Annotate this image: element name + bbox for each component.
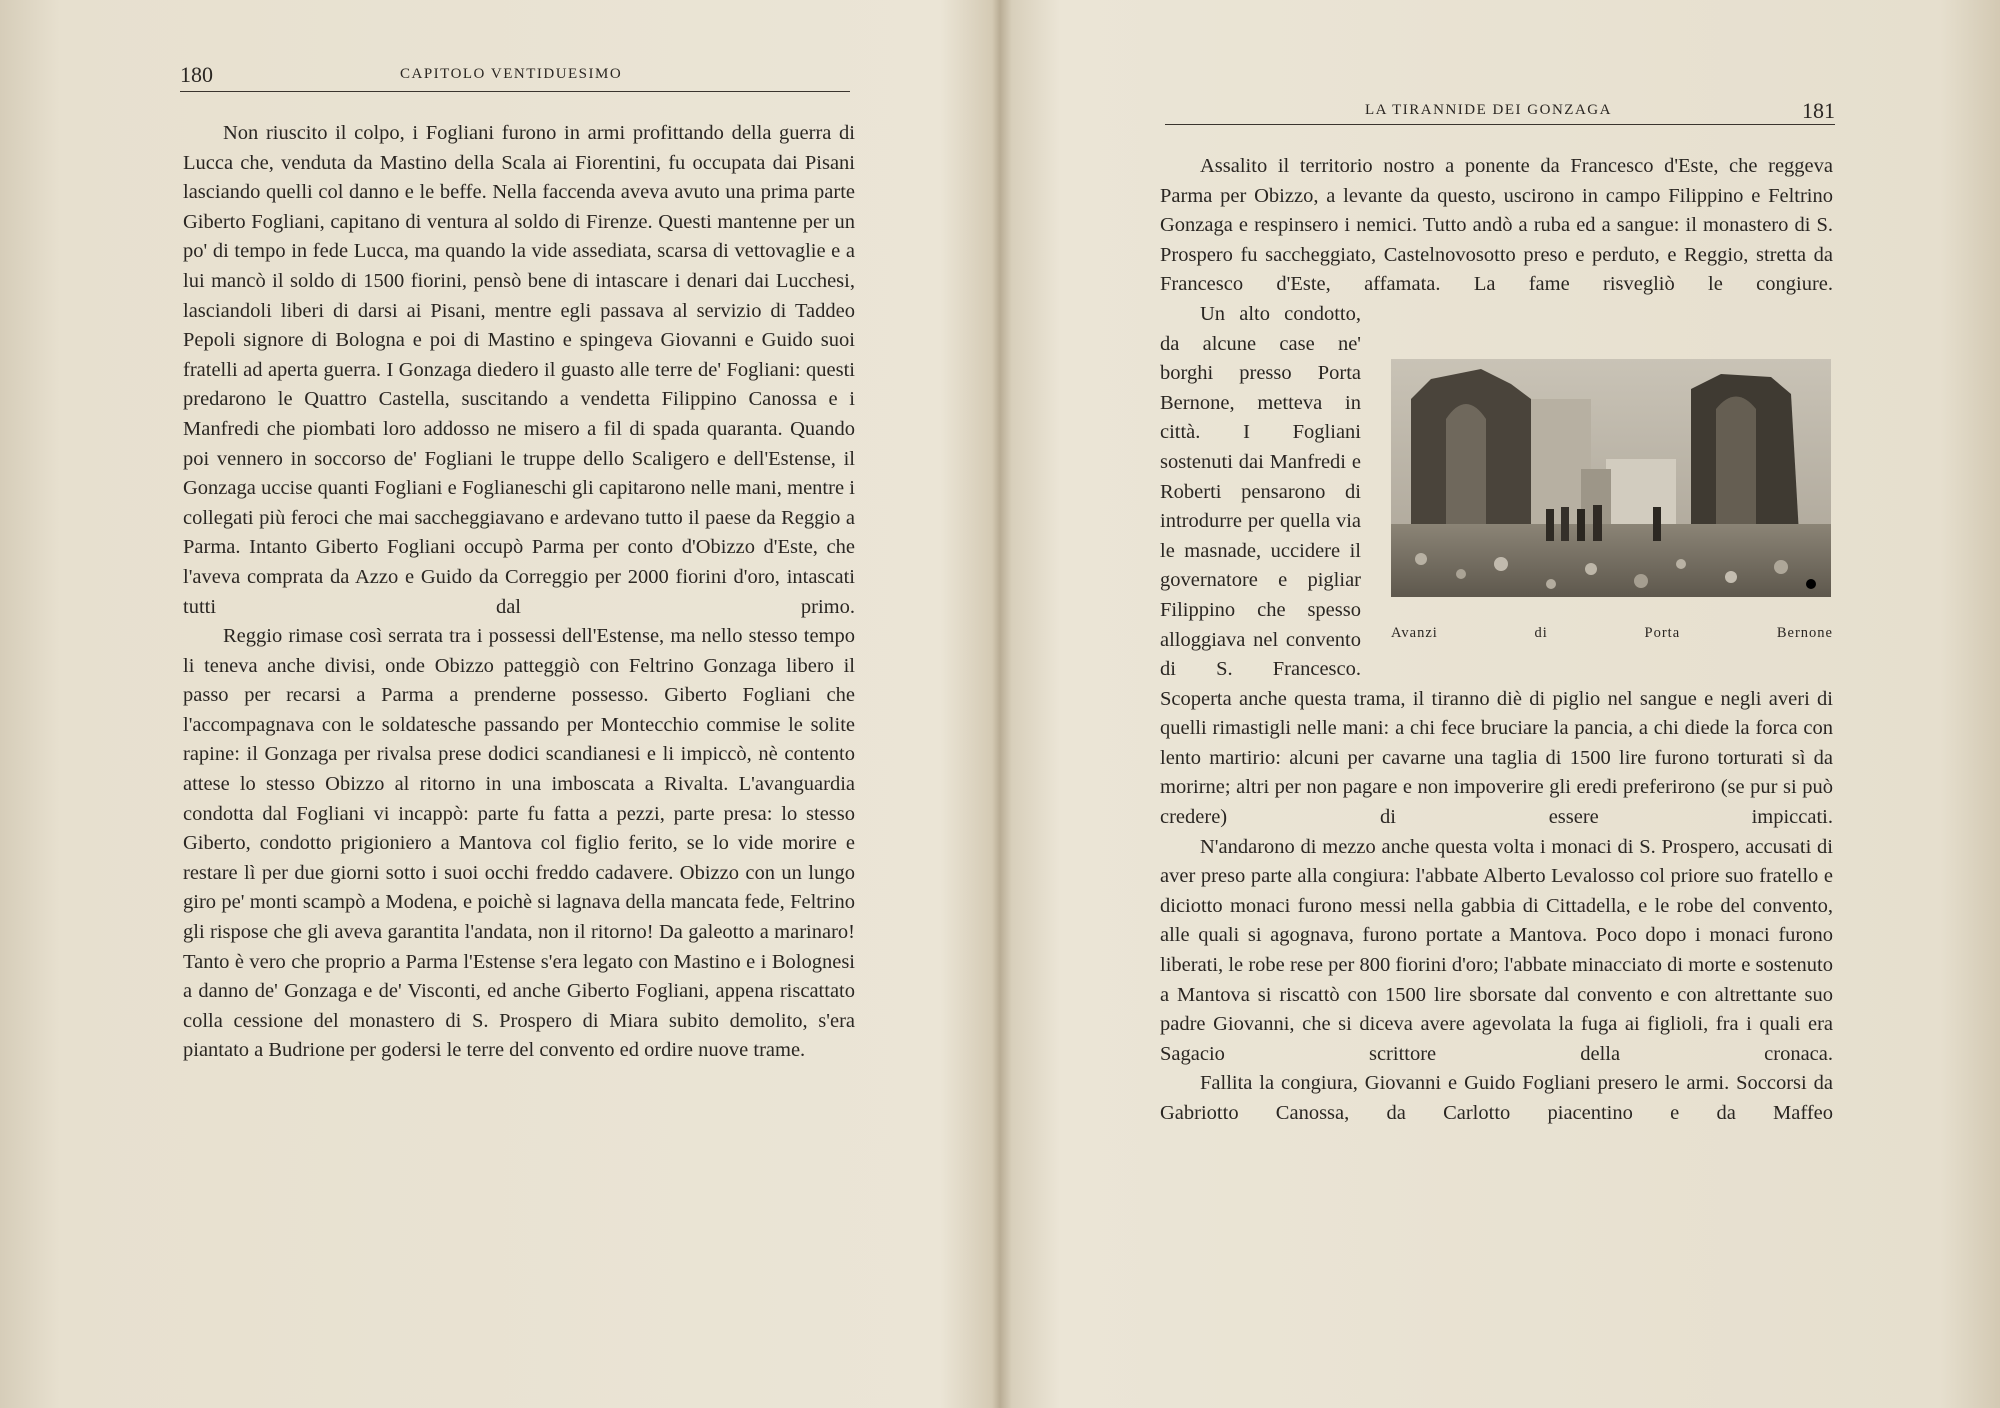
right-paragraph-3: N'andarono di mezzo anche questa volta i monaci di S. Prospero, accusati di aver preso parte alla congiura: l'abbate Alberto Levalosso col priore suo fratello e diciotto monaci furono messi nella gabbia di Cittadella, e le robe del convento, alle quali si agognava, furono portate a Mantova. Poco dopo i monaci furono liberati, le robe rese per 800 fiorini d'oro; l'abbate minacciato di morte e sostenuto a Mantova si riscattò con 1500 lire sborsate dal convento e con altrettante suo padre Giovanni, che si diceva avere agevolata la fuga ai figlioli, fra i quali era Sagacio scrittore della cronaca. <box>1160 835 1833 1065</box>
right-paragraph-2: Un alto condotto, da alcune case ne' borghi presso Porta Bernone, metteva in città. I Fogliani sostenuti dai Manfredi e Roberti pensarono di introdurre per quella via le masnade, uccidere il governatore e pigliar Filippino che spesso alloggiava nel convento di S. Francesco. Scoperta anche questa trama, il tiranno diè di piglio nel sangue e negli averi di quelli rimastigli nelle mani: a chi fece bruciare la pancia, a chi diede la forca con lento martirio: alcuni per cavarne una taglia di 1500 lire furono torturati sì da morirne; altri per non pagare e non impoverire gli eredi preferirono (se pur si può credere) di essere impiccati. <box>1160 302 1833 829</box>
left-header-rule <box>180 91 850 92</box>
right-page <box>1000 0 2000 1408</box>
left-paragraph-1: Non riuscito il colpo, i Fogliani furono in armi profittando della guerra di Lucca che, venduta da Mastino della Scala ai Fiorentini, fu occupata dai Pisani lasciando quelli col danno e le beffe. Nella faccenda aveva avuto una prima parte Giberto Fogliani, capitano di ventura al soldo di Firenze. Questi mantenne per un po' di tempo in fede Lucca, ma quando la vide assediata, scarsa di vettovaglie e a lui mancò il soldo di 1500 fiorini, pensò bene di intascare i denari dai Lucchesi, lasciandoli liberi di darsi ai Pisani, mentre egli passava al servizio di Taddeo Pepoli signore di Bologna e poi di Mastino e spingeva Giovanni e Guido suoi fratelli ad aperta guerra. I Gonzaga diedero il guasto alle terre de' Fogliani: questi predarono le Quattro Castella, suscitando a vendetta Filippino Canossa e i Manfredi che piombati loro addosso ne misero a fil di spada quaranta. Quando poi vennero in soccorso de' Fogliani le truppe dello Scaligero e dell'Estense, il Gonzaga uccise quanti Fogliani e Foglianeschi gli capitarono nelle mani, mentre i collegati più feroci che mai saccheggiavano e ardevano tutto il paese da Reggio a Parma. Intanto Giberto Fogliani occupò Parma per conto d'Obizzo d'Este, che l'aveva comprata da Azzo e Guido da Correggio per 2000 fiorini d'oro, intascati tutti dal primo. <box>183 122 855 618</box>
right-body-text <box>1160 152 1833 1129</box>
right-header-rule <box>1165 124 1835 125</box>
left-running-title: CAPITOLO VENTIDUESIMO <box>400 66 623 82</box>
ruins-illustration <box>1391 359 1831 597</box>
right-paragraph-1: Assalito il territorio nostro a ponente da Francesco d'Este, che reggeva Parma per Obizzo, a levante da questo, uscirono in campo Filippino e Feltrino Gonzaga e respinsero i nemici. Tutto andò a ruba ed a sangue: il monastero di S. Prospero fu saccheggiato, Castelnovosotto preso e perduto, e Reggio, stretta da Francesco d'Este, affamata. La fame risvegliò le congiure. <box>1160 155 1833 296</box>
photo-porta-bernone-ruins <box>1391 359 1831 597</box>
right-running-title: LA TIRANNIDE DEI GONZAGA <box>1365 102 1612 118</box>
right-paragraph-4: Fallita la congiura, Giovanni e Guido Fogliani presero le armi. Soccorsi da Gabriotto Canossa, da Carlotto piacentino e da Maffeo <box>1160 1072 1833 1124</box>
left-body-text <box>183 119 855 1066</box>
figure-porta-bernone <box>1391 359 1833 657</box>
right-page-number: 181 <box>1802 98 1835 123</box>
left-page-number: 180 <box>180 62 213 87</box>
figure-caption: Avanzi di Porta Bernone <box>1391 624 1833 641</box>
left-paragraph-2: Reggio rimase così serrata tra i possessi dell'Estense, ma nello stesso tempo li teneva anche divisi, onde Obizzo patteggiò con Feltrino Gonzaga libero il passo per recarsi a Parma a prenderne possesso. Giberto Fogliani che l'accompagnava con le soldatesche passando per Montecchio commise le solite rapine: il Gonzaga per rivalsa prese dodici scandianesi e li impiccò, nè contento attese lo stesso Obizzo al ritorno in una imboscata a Rivalta. L'avanguardia condotta dal Fogliani vi incappò: parte fu fatta a pezzi, parte presa: lo stesso Giberto, condotto prigioniero a Mantova col figlio ferito, se lo vide morire e restare lì per due giorni sotto i suoi occhi freddo cadavere. Obizzo con un lungo giro pe' monti scampò a Modena, e poichè si lagnava della mancata fede, Feltrino gli rispose che gli aveva garantita l'andata, non il ritorno! Da galeotto a marinaro! Tanto è vero che proprio a Parma l'Estense s'era legato con Mastino e i Bolognesi a danno de' Gonzaga e de' Visconti, ed anche Giberto Fogliani, appena riscattato colla cessione del monastero di S. Prospero di Miara subito demolito, s'era piantato a Budrione per godersi le terre del convento ed ordire nuove trame. <box>183 625 855 1062</box>
